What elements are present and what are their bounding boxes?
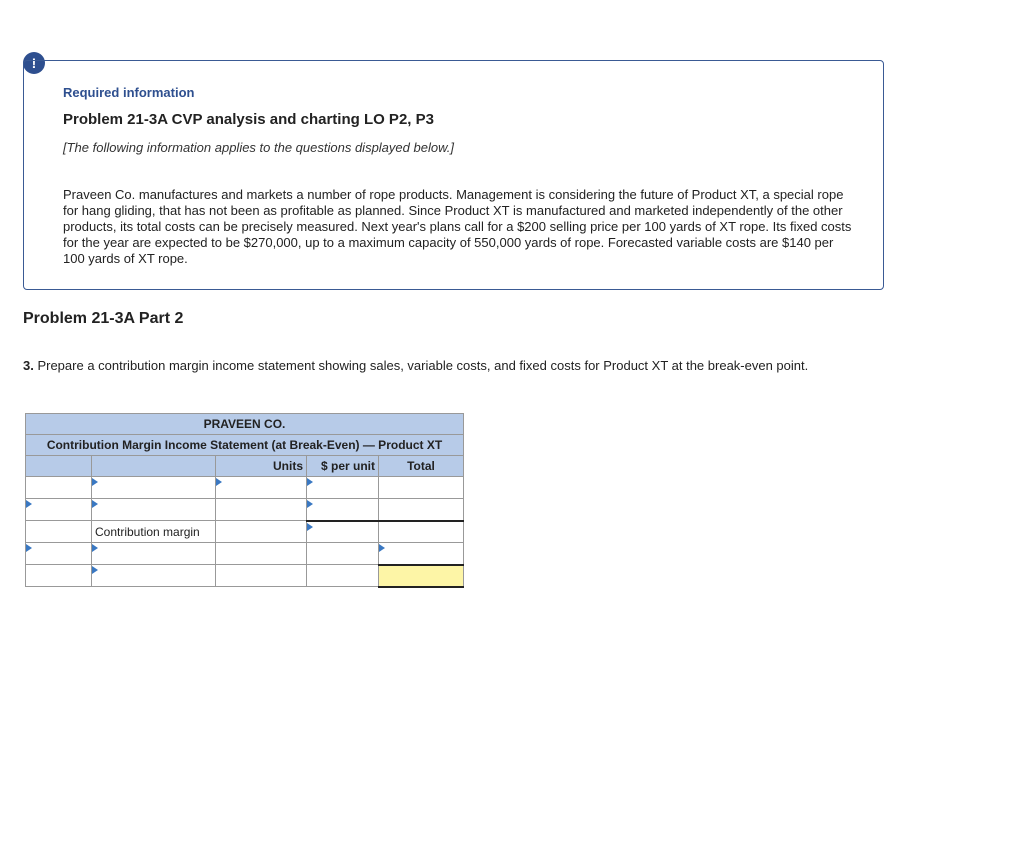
row4-units-input[interactable] — [216, 543, 307, 565]
part-title: Problem 21-3A Part 2 — [23, 310, 184, 327]
row5-units-input[interactable] — [216, 565, 307, 587]
row4-label-select[interactable] — [26, 543, 92, 565]
row1-total-input[interactable] — [379, 477, 464, 499]
info-note: [The following information applies to the questions displayed below.] — [63, 140, 454, 155]
row5-per-unit-input[interactable] — [307, 565, 379, 587]
row4-total-input[interactable] — [379, 543, 464, 565]
question-number: 3. — [23, 358, 34, 373]
row2-total-input[interactable] — [379, 499, 464, 521]
row3-per-unit-input[interactable] — [307, 521, 379, 543]
statement-title: Contribution Margin Income Statement (at Break-Even) — Product XT — [26, 435, 464, 456]
contribution-margin-label — [92, 521, 216, 543]
required-information-heading: Required information — [63, 85, 195, 100]
contribution-margin-text: Contribution margin — [95, 524, 200, 539]
row2-units-input[interactable] — [216, 499, 307, 521]
row1-per-unit-input[interactable] — [307, 477, 379, 499]
row1-units-input[interactable] — [216, 477, 307, 499]
row4-per-unit-input[interactable] — [307, 543, 379, 565]
question-body: Prepare a contribution margin income statement showing sales, variable costs, and fixed costs for Product XT at the break-even point. — [33, 358, 809, 373]
statement-company: PRAVEEN CO. — [26, 414, 464, 435]
row2-per-unit-input[interactable] — [307, 499, 379, 521]
row1-label-select[interactable] — [26, 477, 92, 499]
row5-label-select[interactable] — [26, 565, 92, 587]
col-header-total: Total — [379, 456, 464, 477]
col-header-per-unit: $ per unit — [307, 456, 379, 477]
row3-units-input[interactable] — [216, 521, 307, 543]
row3-label-cell — [26, 521, 92, 543]
row5-item-select[interactable] — [92, 565, 216, 587]
row4-item-select[interactable] — [92, 543, 216, 565]
required-information-box — [23, 60, 884, 290]
problem-title: Problem 21-3A CVP analysis and charting LO P2, P3 — [63, 111, 434, 128]
col-header-units: Units — [216, 456, 307, 477]
contribution-margin-statement — [25, 413, 464, 588]
row5-total-input[interactable] — [379, 565, 464, 587]
alert-icon: ! — [23, 52, 45, 74]
question-text — [23, 358, 873, 374]
row1-item-select[interactable] — [92, 477, 216, 499]
header-blank-b — [92, 456, 216, 477]
header-blank-a — [26, 456, 92, 477]
problem-paragraph: Praveen Co. manufactures and markets a number of rope products. Management is considering the future of Product XT, a special rope for hang gliding, that has not been as profitable as planned. Since Product XT is manufactured and marketed independently of the other products, its total costs can be precisely measured. Next year's plans call for a $200 selling price per 100 yards of XT rope. Its fixed costs for the year are expected to be $270,000, up to a maximum capacity of 550,000 yards of rope. Forecasted variable costs are $140 per 100 yards of XT rope. — [63, 187, 852, 266]
row3-total-input[interactable] — [379, 521, 464, 543]
row2-item-select[interactable] — [92, 499, 216, 521]
row2-label-select[interactable] — [26, 499, 92, 521]
